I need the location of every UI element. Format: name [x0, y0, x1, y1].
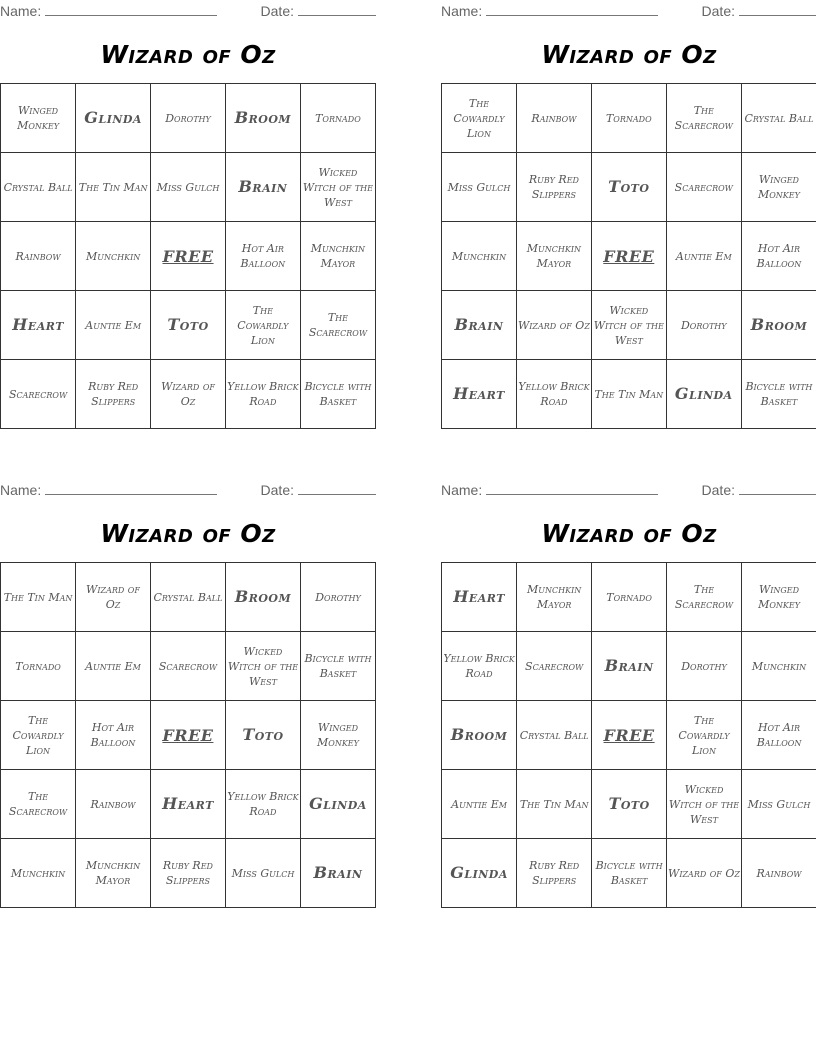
bingo-cell[interactable]: Wizard of Oz: [666, 839, 741, 908]
date-label: Date:: [701, 3, 735, 19]
grid-row: [442, 770, 816, 839]
free-space[interactable]: FREE: [592, 701, 667, 770]
bingo-cell[interactable]: Munchkin Mayor: [76, 839, 151, 908]
grid-row: [1, 632, 376, 701]
name-field[interactable]: [0, 481, 217, 498]
bingo-cell[interactable]: Scarecrow: [666, 153, 741, 222]
bingo-cell[interactable]: Tornado: [1, 632, 76, 701]
grid-row: [442, 291, 816, 360]
bingo-cell[interactable]: The Scarecrow: [666, 563, 741, 632]
bingo-cell[interactable]: Tornado: [592, 563, 667, 632]
bingo-cell[interactable]: The Cowardly Lion: [666, 701, 741, 770]
bingo-cell[interactable]: Wizard of Oz: [76, 563, 151, 632]
bingo-cell[interactable]: Broom: [225, 563, 300, 632]
grid-row: [442, 839, 816, 908]
bingo-grid: [0, 562, 376, 908]
bingo-cell[interactable]: Glinda: [666, 360, 741, 429]
name-label: Name:: [0, 3, 42, 19]
bingo-cell[interactable]: Brain: [592, 632, 667, 701]
bingo-cell[interactable]: Crystal Ball: [741, 84, 816, 153]
bingo-cell[interactable]: Scarecrow: [1, 360, 76, 429]
bingo-cell[interactable]: Miss Gulch: [442, 153, 517, 222]
bingo-cell[interactable]: Bicycle with Basket: [300, 360, 375, 429]
date-field[interactable]: [261, 481, 376, 498]
bingo-cell[interactable]: Miss Gulch: [151, 153, 226, 222]
bingo-cell[interactable]: Scarecrow: [517, 632, 592, 701]
bingo-cell[interactable]: Rainbow: [516, 84, 591, 153]
bingo-cell[interactable]: The Scarecrow: [300, 291, 375, 360]
bingo-cell[interactable]: Auntie Em: [442, 770, 517, 839]
date-label: Date:: [260, 3, 294, 19]
bingo-cell[interactable]: Broom: [741, 291, 816, 360]
bingo-cell[interactable]: Munchkin: [742, 632, 816, 701]
name-date-row: [441, 2, 816, 20]
bingo-cell[interactable]: The Cowardly Lion: [442, 84, 517, 153]
bingo-cell[interactable]: Winged Monkey: [300, 701, 375, 770]
bingo-cell[interactable]: Toto: [592, 770, 667, 839]
bingo-cell[interactable]: The Tin Man: [591, 360, 666, 429]
free-space[interactable]: FREE: [151, 222, 226, 291]
bingo-cell[interactable]: Heart: [442, 360, 517, 429]
name-line: [45, 481, 217, 495]
grid-row: [1, 563, 376, 632]
bingo-cell[interactable]: Yellow Brick Road: [225, 360, 300, 429]
bingo-cell[interactable]: Bicycle with Basket: [741, 360, 816, 429]
bingo-cell[interactable]: Dorothy: [666, 632, 741, 701]
bingo-cell[interactable]: Hot Air Balloon: [225, 222, 300, 291]
name-date-row: [0, 2, 376, 20]
grid-row: [442, 563, 816, 632]
bingo-cell[interactable]: Dorothy: [300, 563, 375, 632]
bingo-cell[interactable]: Rainbow: [742, 839, 816, 908]
bingo-cell[interactable]: Yellow Brick Road: [442, 632, 517, 701]
bingo-cell[interactable]: Munchkin: [76, 222, 151, 291]
bingo-cell[interactable]: Crystal Ball: [517, 701, 592, 770]
date-label: Date:: [701, 482, 735, 498]
bingo-cell[interactable]: Brain: [442, 291, 517, 360]
bingo-cell[interactable]: Bicycle with Basket: [592, 839, 667, 908]
bingo-cell[interactable]: Wicked Witch of the West: [591, 291, 666, 360]
date-field[interactable]: [261, 2, 376, 19]
grid-row: [1, 222, 376, 291]
name-line: [45, 2, 217, 16]
name-date-row: [0, 481, 376, 499]
bingo-cell[interactable]: Dorothy: [151, 84, 226, 153]
grid-row: [442, 632, 816, 701]
grid-row: [1, 291, 376, 360]
bingo-cell[interactable]: Crystal Ball: [150, 563, 225, 632]
bingo-cell[interactable]: Toto: [591, 153, 666, 222]
bingo-cell[interactable]: Heart: [442, 563, 517, 632]
bingo-cell[interactable]: Heart: [1, 291, 76, 360]
name-line: [486, 481, 658, 495]
bingo-cell[interactable]: Winged Monkey: [741, 153, 816, 222]
bingo-cell[interactable]: Brain: [225, 153, 300, 222]
bingo-cell[interactable]: Munchkin Mayor: [300, 222, 375, 291]
grid-row: [1, 701, 376, 770]
bingo-cell[interactable]: Auntie Em: [76, 291, 151, 360]
bingo-cell[interactable]: Hot Air Balloon: [76, 701, 151, 770]
bingo-cell[interactable]: Winged Monkey: [742, 563, 816, 632]
bingo-cell[interactable]: Miss Gulch: [742, 770, 816, 839]
grid-row: [1, 360, 376, 429]
bingo-cell[interactable]: Ruby Red Slippers: [516, 153, 591, 222]
bingo-cell[interactable]: The Tin Man: [1, 563, 76, 632]
name-line: [486, 2, 658, 16]
bingo-cell[interactable]: Broom: [225, 84, 300, 153]
bingo-cell[interactable]: Rainbow: [76, 770, 151, 839]
bingo-grid: [441, 562, 816, 908]
date-field[interactable]: [702, 481, 816, 498]
bingo-cell[interactable]: Ruby Red Slippers: [76, 360, 151, 429]
bingo-grid: [0, 83, 376, 429]
bingo-cell[interactable]: Munchkin: [442, 222, 517, 291]
bingo-cell[interactable]: Auntie Em: [666, 222, 741, 291]
name-field[interactable]: [441, 2, 658, 19]
grid-row: [1, 84, 376, 153]
bingo-cell[interactable]: Rainbow: [1, 222, 76, 291]
bingo-cell[interactable]: Winged Monkey: [1, 84, 76, 153]
bingo-cell[interactable]: Glinda: [442, 839, 517, 908]
date-line: [298, 2, 376, 16]
bingo-cell[interactable]: The Scarecrow: [1, 770, 76, 839]
bingo-cell[interactable]: Wizard of Oz: [516, 291, 591, 360]
bingo-cell[interactable]: Heart: [150, 770, 225, 839]
grid-row: [1, 153, 376, 222]
bingo-cell[interactable]: Ruby Red Slippers: [517, 839, 592, 908]
date-line: [739, 481, 816, 495]
bingo-cell[interactable]: Munchkin Mayor: [517, 563, 592, 632]
grid-row: [442, 153, 816, 222]
bingo-cell[interactable]: Brain: [300, 839, 375, 908]
bingo-cell[interactable]: Munchkin Mayor: [516, 222, 591, 291]
bingo-cell[interactable]: The Cowardly Lion: [1, 701, 76, 770]
bingo-cell[interactable]: Dorothy: [666, 291, 741, 360]
bingo-cell[interactable]: Glinda: [300, 770, 375, 839]
bingo-cell[interactable]: Crystal Ball: [1, 153, 76, 222]
bingo-cell[interactable]: Yellow Brick Road: [516, 360, 591, 429]
grid-row: [1, 839, 376, 908]
bingo-cell[interactable]: Hot Air Balloon: [742, 701, 816, 770]
date-field[interactable]: [702, 2, 816, 19]
grid-row: [1, 770, 376, 839]
bingo-cell[interactable]: Glinda: [76, 84, 151, 153]
bingo-cell[interactable]: Toto: [151, 291, 226, 360]
bingo-cell[interactable]: Wicked Witch of the West: [300, 153, 375, 222]
date-line: [739, 2, 816, 16]
bingo-cell[interactable]: Tornado: [300, 84, 375, 153]
name-label: Name:: [441, 3, 483, 19]
bingo-cell[interactable]: Miss Gulch: [225, 839, 300, 908]
card-title: Wizard of Oz: [541, 40, 717, 69]
date-label: Date:: [260, 482, 294, 498]
grid-row: [442, 222, 816, 291]
card-title: Wizard of Oz: [100, 519, 276, 548]
bingo-grid: [441, 83, 816, 429]
name-field[interactable]: [0, 2, 217, 19]
bingo-cell[interactable]: The Cowardly Lion: [225, 291, 300, 360]
name-label: Name:: [0, 482, 42, 498]
bingo-cell[interactable]: Bicycle with Basket: [300, 632, 375, 701]
card-title: Wizard of Oz: [541, 519, 717, 548]
grid-row: [442, 360, 816, 429]
name-field[interactable]: [441, 481, 658, 498]
card-title: Wizard of Oz: [100, 40, 276, 69]
bingo-cell[interactable]: Munchkin: [1, 839, 76, 908]
bingo-cell[interactable]: Broom: [442, 701, 517, 770]
grid-row: [442, 84, 816, 153]
bingo-cell[interactable]: Wicked Witch of the West: [666, 770, 741, 839]
bingo-cell[interactable]: Hot Air Balloon: [741, 222, 816, 291]
bingo-cell[interactable]: Scarecrow: [150, 632, 225, 701]
grid-row: [442, 701, 816, 770]
bingo-cell[interactable]: The Scarecrow: [666, 84, 741, 153]
bingo-cell[interactable]: Toto: [225, 701, 300, 770]
bingo-cell[interactable]: Tornado: [591, 84, 666, 153]
name-label: Name:: [441, 482, 483, 498]
bingo-cell[interactable]: Wicked Witch of the West: [225, 632, 300, 701]
free-space[interactable]: FREE: [591, 222, 666, 291]
date-line: [298, 481, 376, 495]
bingo-cell[interactable]: Ruby Red Slippers: [150, 839, 225, 908]
bingo-cell[interactable]: Auntie Em: [76, 632, 151, 701]
free-space[interactable]: FREE: [150, 701, 225, 770]
bingo-cell[interactable]: Wizard of Oz: [151, 360, 226, 429]
name-date-row: [441, 481, 816, 499]
bingo-cell[interactable]: Yellow Brick Road: [225, 770, 300, 839]
bingo-cell[interactable]: The Tin Man: [76, 153, 151, 222]
bingo-cell[interactable]: The Tin Man: [517, 770, 592, 839]
